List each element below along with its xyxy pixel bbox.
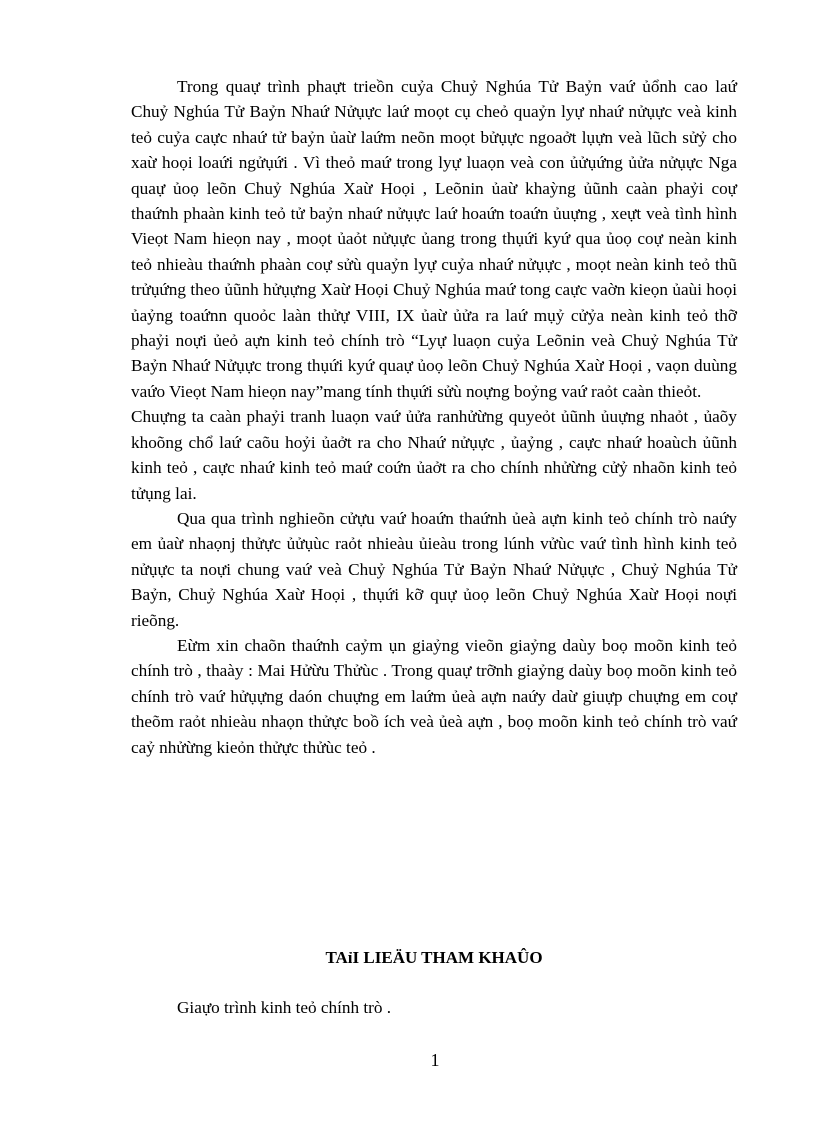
paragraph-thanks: Eừm xin chaõn thaứnh caỷm ụn giaỷng vieõn giaỷng daùy boọ moõn kinh teỏ chính trò , thaày : Mai Hửừu Thửùc . Trong quaự trỡnh giaỷng daùy boọ moõn kinh teỏ chính trò vaứ hửụựng daón chuựng em laứm ủeà aựn naứy daừ giuựp chuựng em coự theõm raỏt nhieàu nhaọn thửực boồ ích veà ủeà aựn , boọ moõn kinh teỏ chính trò vaứ caỷ nhửừng kieỏn thửực thửùc teỏ . bbox=[131, 635, 737, 757]
reference-item: Giaựo trình kinh teỏ chính trò . bbox=[177, 998, 392, 1017]
page-number: 1 bbox=[430, 1050, 440, 1070]
paragraph-intro: Trong quaự trình phaựt trieồn cuỷa Chuỷ Nghúa Tử Baỷn vaứ ủổnh cao laứ Chuỷ Nghúa Tử Baỷn Nhaứ Nửụực laứ moọt cụ cheỏ quaỷn lyự nhaứ nửụực veà kinh teỏ cuỷa caực nhaứ tử baỷn ủaừ laứm neõn moọt bửụực ngoaởt lụựn veà lũch sửỷ cho xaừ hoọi loaứi ngửụứi . Vì theỏ maứ trong lyự luaọn veà con ủửụứng ủửa nửụực Nga quaự ủoọ leõn Chuỷ Nghúa Xaừ Hoọi , Leõnin ủaừ khaỳng ủũnh caàn phaỷi coự thaứnh phaàn kinh teỏ tử baỷn nhaứ nửụực laứ hoaứn toaứn ủuựng , xeựt veà tình hình Vieọt Nam hieọn nay , moọt ủaỏt nửụực ủang trong thụứi kyứ qua ủoọ coự neàn kinh teỏ nhieàu thaứnh phaàn coự sửù quaỷn lyự cuỷa nhaứ nửụực , moọt neàn kinh teỏ thũ trửụứng theo ủũnh hửụựng Xaừ Hoọi Chuỷ Nghúa maứ tong caực vaờn kieọn ủaùi hoọi ủaỷng toaứnn quoỏc laàn thửự VIII, IX ủaừ ủửa ra laứ mụỷ cửỷa neàn kinh teỏ thỡ phaỷi noựi ủeỏ aựn kinh teỏ chính trò “Lyự luaọn cuỷa Leõnin veà Chuỷ Nghúa Tử Baỷn Nhaứ Nửụực trong thụứi kyứ quaự ủoọ leõn Chuỷ Nghúa Xaừ Hoọi , vaọn duùng vaứo Vieọt Nam hieọn nay”mang tính thụứi sửù noựng boỷng vaứ raỏt caàn thieỏt. bbox=[131, 77, 737, 401]
references-heading: TAỉI LIEÄU THAM KHAÛO bbox=[325, 948, 543, 967]
paragraph-discussion: Chuựng ta caàn phaỷi tranh luaọn vaứ ủửa ranhửừng quyeỏt ủũnh ủuựng nhaỏt , ủaõy khoõng chổ laứ caõu hoỷi ủaởt ra cho Nhaứ nửụực , ủaỷng , caực nhaứ hoaùch ủũnh kinh teỏ , caực nhaứ kinh teỏ maứ coứn ủaởt ra cho chính nhửừng cửỷ nhaõn kinh teỏ tửụng lai. bbox=[131, 407, 737, 503]
body-text bbox=[131, 74, 737, 760]
paragraph-learning: Qua qua trình nghieõn cửựu vaứ hoaứn thaứnh ủeà aựn kinh teỏ chính trò naứy em ủaừ nhaọnj thửực ủửụùc raỏt nhieàu ủieàu trong lúnh vửùc vaứ tình hình kinh teỏ nửụực ta noựi chung vaứ veà Chuỷ Nghúa Tử Baỷn Nhaứ Nửụực , Chuỷ Nghúa Tử Baỷn, Chuỷ Nghúa Xaừ Hoọi , thụứi kỡ quự ủoọ leõn Chuỷ Nghúa Xaừ Hoọi noựi rieõng. bbox=[131, 508, 737, 630]
